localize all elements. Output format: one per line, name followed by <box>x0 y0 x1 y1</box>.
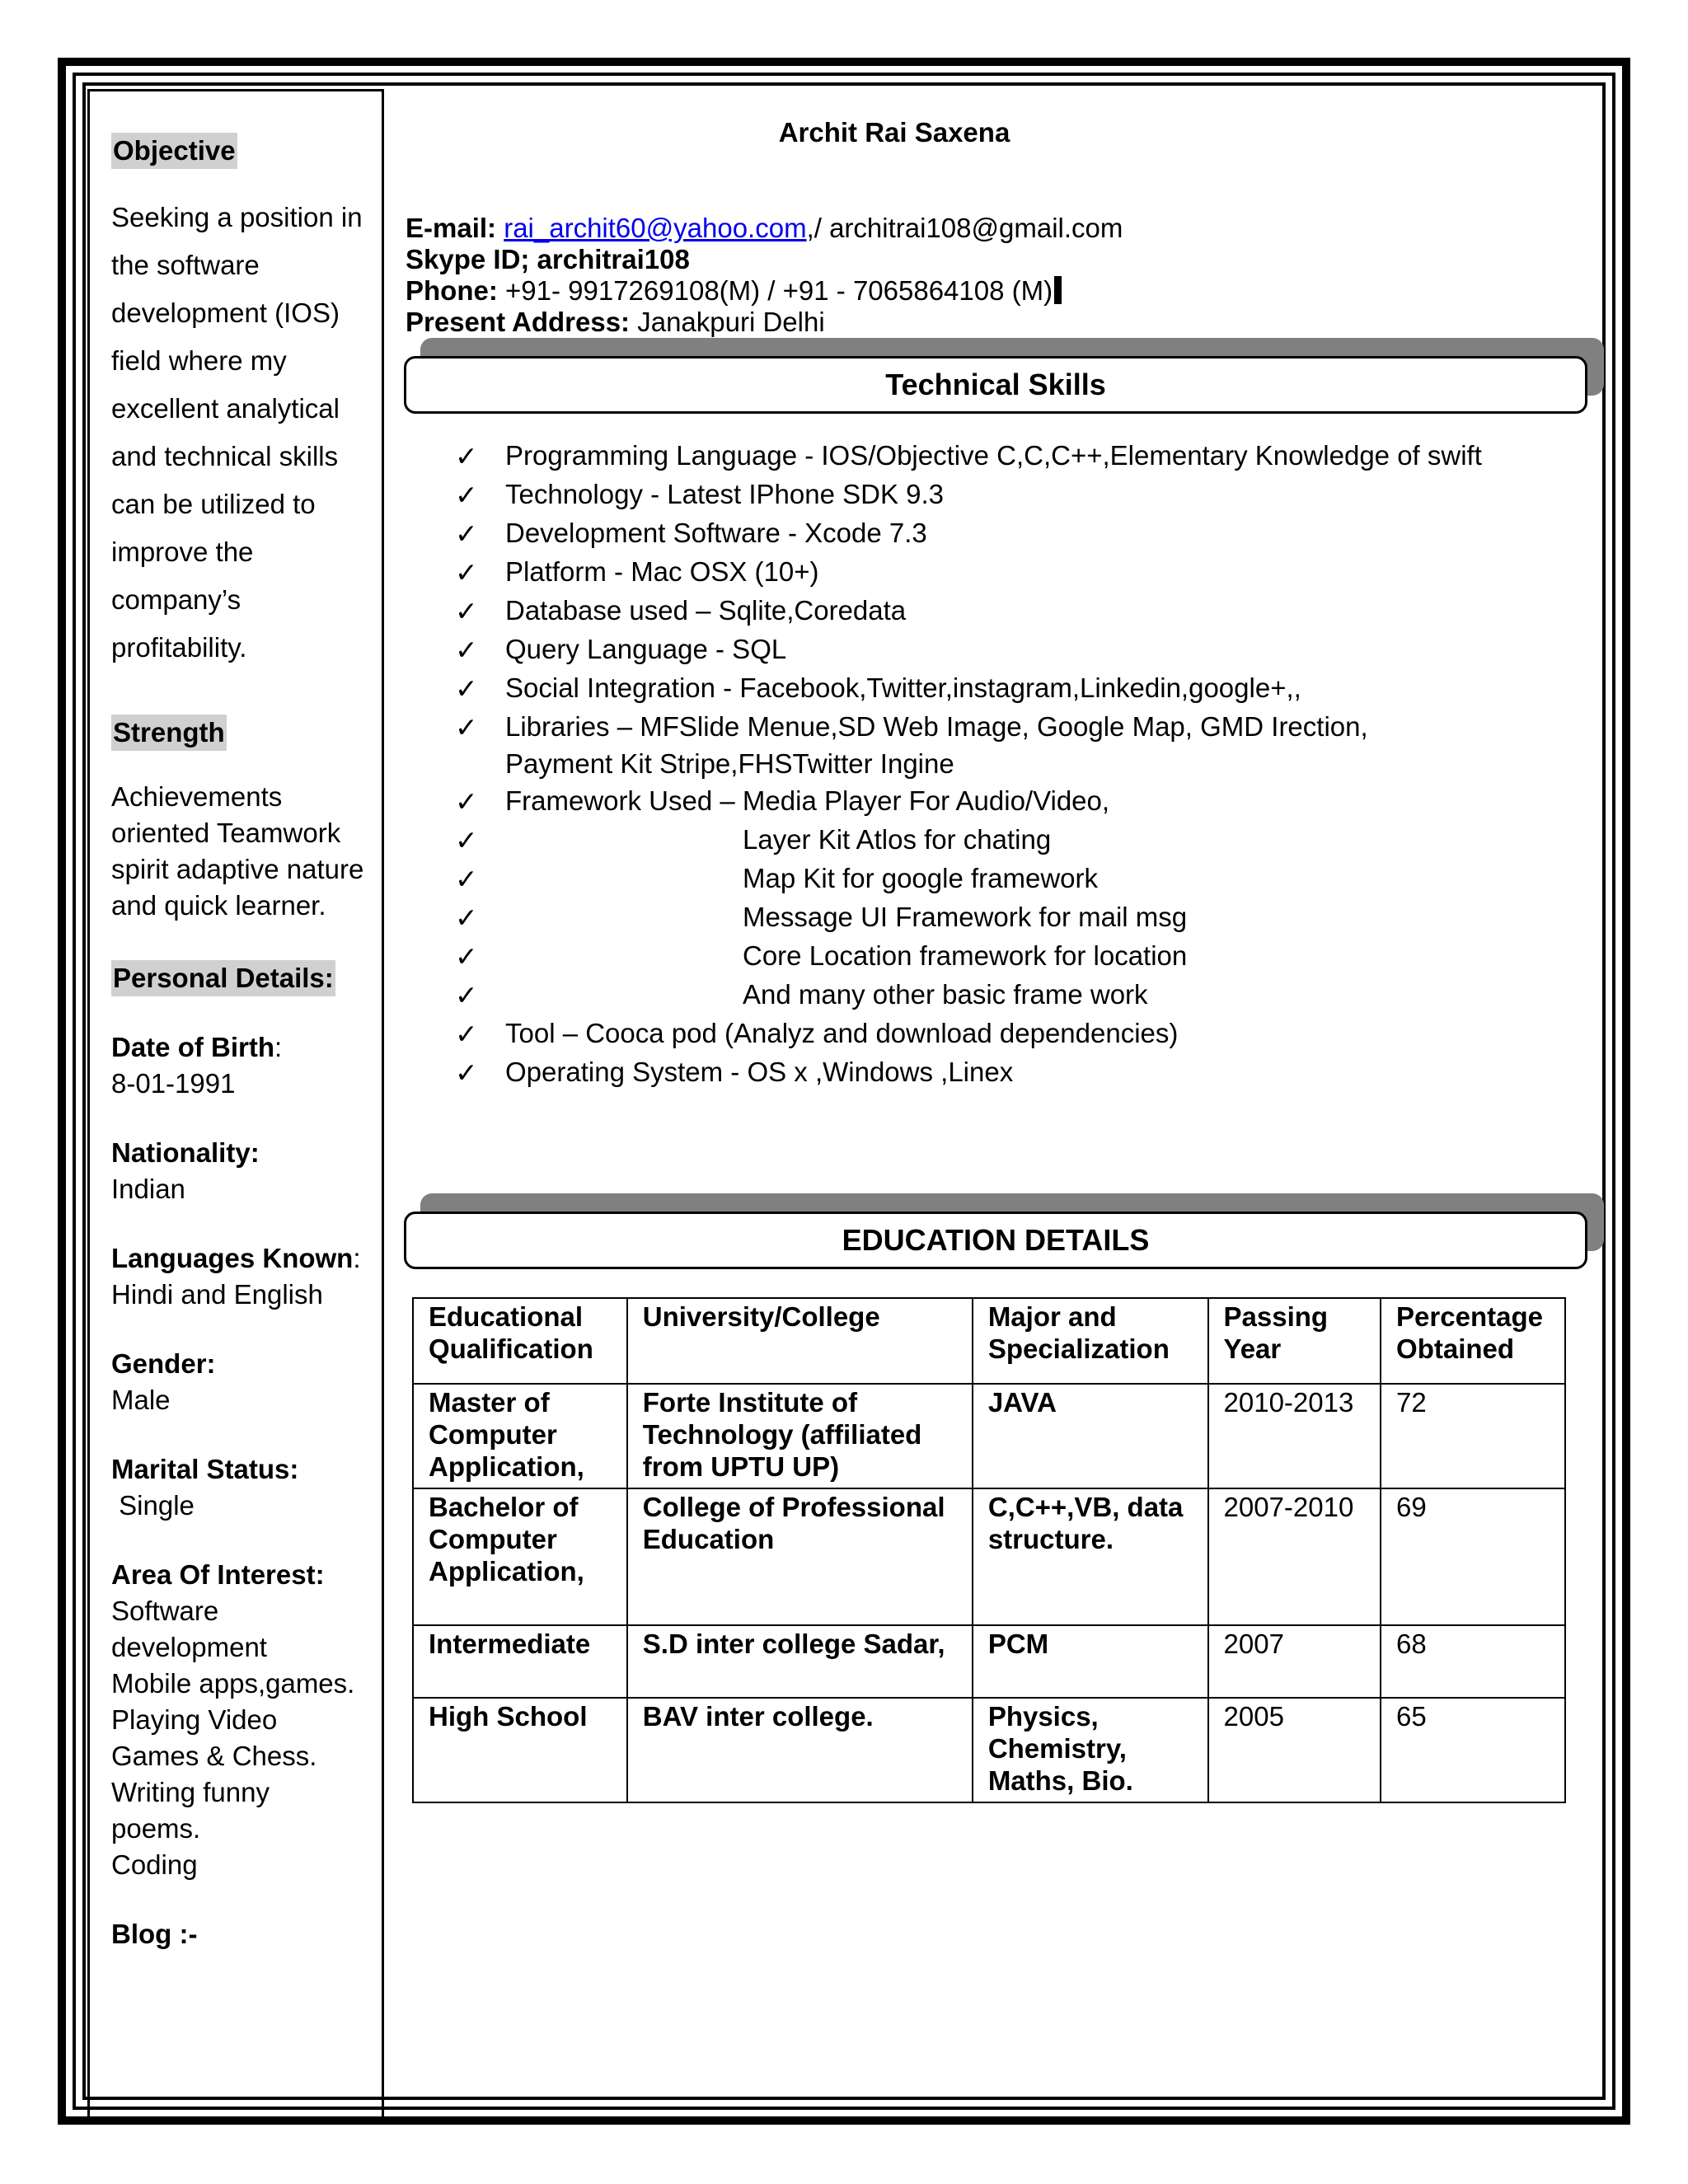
table-header-row <box>413 1298 1565 1384</box>
address-line <box>406 307 1559 338</box>
list-item <box>455 553 1526 592</box>
column-header: Passing Year <box>1208 1298 1381 1384</box>
skill-text: Framework Used – Media Player For Audio/Video, <box>505 785 1110 816</box>
email-line <box>406 213 1559 244</box>
table-cell: 2005 <box>1208 1698 1381 1802</box>
check-icon: ✓ <box>455 673 478 704</box>
check-icon: ✓ <box>455 864 478 894</box>
phone-line <box>406 275 1559 307</box>
column-header: Educational Qualification <box>413 1298 627 1384</box>
skill-text: Operating System - OS x ,Windows ,Linex <box>505 1057 1014 1087</box>
sidebar <box>87 89 384 2121</box>
languages-label: Languages Known <box>111 1243 354 1273</box>
strength-text: Achievements oriented Teamwork spirit adaptive nature and quick learner. <box>111 781 364 921</box>
skill-text: Programming Language - IOS/Objective C,C,C++,Elementary Knowledge of swift <box>505 440 1482 471</box>
marital-block <box>111 1451 375 1524</box>
table-cell: 2007 <box>1208 1625 1381 1698</box>
table-cell: 72 <box>1381 1384 1565 1488</box>
skill-text: Technology - Latest IPhone SDK 9.3 <box>505 479 944 509</box>
skill-text: Libraries – MFSlide Menue,SD Web Image, Google Map, GMD Irection, Payment Kit Stripe,FHSTwitter Ingine <box>505 711 1368 779</box>
gender-value: Male <box>111 1385 171 1415</box>
dob-value: 8-01-1991 <box>111 1068 236 1099</box>
personal-details-label: Personal Details: <box>111 960 335 996</box>
list-item <box>455 976 1526 1015</box>
check-icon: ✓ <box>455 518 478 549</box>
text-cursor <box>1054 276 1062 304</box>
strength-label: Strength <box>111 715 227 751</box>
gender-block <box>111 1346 375 1418</box>
skill-text: Platform - Mac OSX (10+) <box>505 556 819 587</box>
skype-text: Skype ID; architrai108 <box>406 244 690 274</box>
skill-text: Map Kit for google framework <box>743 863 1099 893</box>
phone-value: +91- 9917269108(M) / +91 - 7065864108 (M) <box>505 275 1053 306</box>
interest-line: Games & Chess. <box>111 1741 317 1771</box>
education-heading <box>404 1212 1587 1269</box>
candidate-name: Archit Rai Saxena <box>778 117 1010 148</box>
address-value: Janakpuri Delhi <box>637 307 825 337</box>
table-cell: College of Professional Education <box>627 1488 973 1625</box>
check-icon: ✓ <box>455 596 478 626</box>
table-row <box>413 1625 1565 1698</box>
address-label: Present Address: <box>406 307 631 337</box>
list-item <box>455 476 1526 514</box>
table-row <box>413 1488 1565 1625</box>
skill-text: Message UI Framework for mail msg <box>743 902 1188 932</box>
check-icon: ✓ <box>455 480 478 510</box>
skype-line <box>406 244 1559 275</box>
list-item <box>455 937 1526 976</box>
skill-text: Query Language - SQL <box>505 634 787 664</box>
table-cell: Physics, Chemistry, Maths, Bio. <box>973 1698 1208 1802</box>
skill-text: Layer Kit Atlos for chating <box>743 824 1052 855</box>
gender-label: Gender: <box>111 1348 216 1379</box>
email-secondary: ,/ architrai108@gmail.com <box>806 213 1123 243</box>
contact-block <box>406 213 1559 338</box>
column-header: Percentage Obtained <box>1381 1298 1565 1384</box>
languages-colon: : <box>353 1243 361 1273</box>
interest-line: poems. <box>111 1813 201 1844</box>
list-item <box>455 821 1526 860</box>
table-cell: 2010-2013 <box>1208 1384 1381 1488</box>
list-item <box>455 898 1526 937</box>
table-cell: Master of Computer Application, <box>413 1384 627 1488</box>
sidebar-content <box>111 133 375 1952</box>
table-cell: 2007-2010 <box>1208 1488 1381 1625</box>
objective-label: Objective <box>111 133 237 169</box>
check-icon: ✓ <box>455 441 478 471</box>
nationality-label: Nationality: <box>111 1137 260 1168</box>
list-item <box>455 592 1526 630</box>
column-header: University/College <box>627 1298 973 1384</box>
languages-value: Hindi and English <box>111 1279 323 1310</box>
table-cell: PCM <box>973 1625 1208 1698</box>
interest-block <box>111 1557 375 1883</box>
list-item <box>455 669 1526 708</box>
interest-line: Software <box>111 1596 219 1626</box>
list-item <box>455 1053 1526 1092</box>
interest-line: development <box>111 1632 267 1662</box>
check-icon: ✓ <box>455 941 478 972</box>
interest-line: Playing Video <box>111 1704 278 1735</box>
table-row <box>413 1384 1565 1488</box>
table-row <box>413 1698 1565 1802</box>
check-icon: ✓ <box>455 980 478 1010</box>
check-icon: ✓ <box>455 557 478 588</box>
check-icon: ✓ <box>455 712 478 743</box>
table-cell: BAV inter college. <box>627 1698 973 1802</box>
table-cell: 65 <box>1381 1698 1565 1802</box>
check-icon: ✓ <box>455 635 478 665</box>
check-icon: ✓ <box>455 902 478 933</box>
blog-block <box>111 1916 375 1952</box>
email-label: E-mail: <box>406 213 497 243</box>
marital-label: Marital Status: <box>111 1454 299 1484</box>
objective-text: Seeking a position in the software development (IOS) field where my excellent analytical and technical skills can be utilized to improve the company’s profitability. <box>111 202 363 663</box>
table-cell: 69 <box>1381 1488 1565 1625</box>
list-item <box>455 782 1526 821</box>
table-cell: S.D inter college Sadar, <box>627 1625 973 1698</box>
marital-value: Single <box>119 1490 195 1521</box>
table-cell: 68 <box>1381 1625 1565 1698</box>
nationality-value: Indian <box>111 1174 185 1204</box>
skill-text: Social Integration - Facebook,Twitter,instagram,Linkedin,google+,, <box>505 673 1301 703</box>
technical-skills-title: Technical Skills <box>404 356 1587 414</box>
skill-text: Database used – Sqlite,Coredata <box>505 595 907 626</box>
table-cell: JAVA <box>973 1384 1208 1488</box>
languages-block <box>111 1240 375 1313</box>
interest-line: Writing funny <box>111 1777 270 1807</box>
technical-skills-heading <box>404 356 1587 414</box>
email-link[interactable]: rai_archit60@yahoo.com <box>504 213 807 243</box>
check-icon: ✓ <box>455 825 478 855</box>
table-cell: High School <box>413 1698 627 1802</box>
skill-text: Core Location framework for location <box>743 940 1188 971</box>
phone-label: Phone: <box>406 275 498 306</box>
check-icon: ✓ <box>455 1057 478 1088</box>
skill-text: And many other basic frame work <box>743 979 1148 1010</box>
education-table <box>412 1297 1566 1803</box>
check-icon: ✓ <box>455 786 478 817</box>
list-item <box>455 1015 1526 1053</box>
dob-label: Date of Birth <box>111 1032 274 1062</box>
list-item <box>455 630 1526 669</box>
dob-block <box>111 1029 375 1102</box>
blog-label: Blog :- <box>111 1919 198 1949</box>
interest-line: Coding <box>111 1849 198 1880</box>
technical-skills-list <box>455 437 1526 1092</box>
check-icon: ✓ <box>455 1019 478 1049</box>
table-cell: Bachelor of Computer Application, <box>413 1488 627 1625</box>
list-item <box>455 514 1526 553</box>
table-cell: Intermediate <box>413 1625 627 1698</box>
dob-colon: : <box>274 1032 283 1062</box>
interest-label: Area Of Interest: <box>111 1559 325 1590</box>
list-item <box>455 708 1526 782</box>
skill-text: Development Software - Xcode 7.3 <box>505 518 927 548</box>
list-item <box>455 860 1526 898</box>
table-cell: C,C++,VB, data structure. <box>973 1488 1208 1625</box>
interest-line: Mobile apps,games. <box>111 1668 355 1699</box>
nationality-block <box>111 1135 375 1207</box>
column-header: Major and Specialization <box>973 1298 1208 1384</box>
list-item <box>455 437 1526 476</box>
skill-text: Tool – Cooca pod (Analyz and download dependencies) <box>505 1018 1179 1048</box>
table-cell: Forte Institute of Technology (affiliated from UPTU UP) <box>627 1384 973 1488</box>
education-title: EDUCATION DETAILS <box>404 1212 1587 1269</box>
